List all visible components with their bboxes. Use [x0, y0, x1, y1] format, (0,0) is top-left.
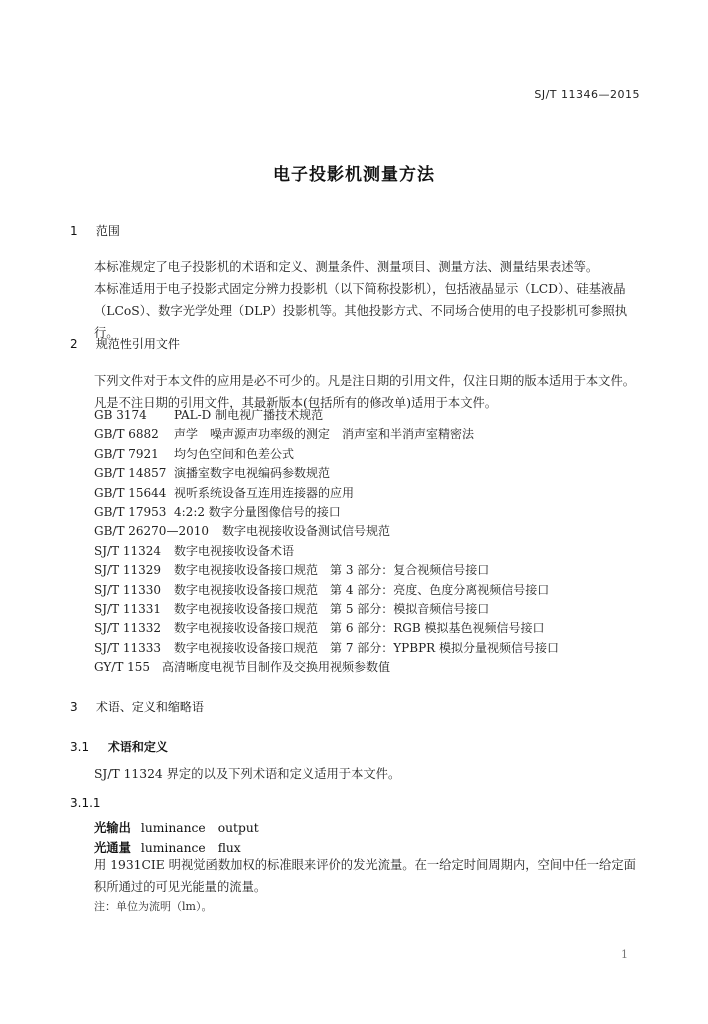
reference-title: 数字电视接收设备测试信号规范 [222, 524, 391, 539]
reference-title: 演播室数字电视编码参数规范 [174, 466, 331, 481]
reference-title: 4:2:2 数字分量图像信号的接口 [174, 504, 341, 519]
reference-item [94, 503, 654, 522]
term-entry [94, 818, 259, 838]
term-en: flux [217, 841, 241, 855]
reference-code: SJ/T 11332 [94, 621, 162, 636]
reference-title: 视听系统设备互连用连接器的应用 [174, 485, 355, 500]
reference-code: GB/T 17953 [94, 504, 167, 519]
reference-item [94, 581, 654, 600]
term-zh: 光输出 [94, 820, 131, 835]
reference-item [94, 484, 654, 503]
page-number: 1 [621, 948, 628, 961]
reference-title: 数字电视接收设备接口规范 第 3 部分：复合视频信号接口 [174, 563, 490, 578]
reference-code: GB/T 15644 [94, 485, 167, 500]
reference-item [94, 406, 654, 425]
section-3-heading [70, 698, 204, 715]
reference-item [94, 522, 654, 541]
term-definition [70, 854, 645, 898]
term-en: luminance [140, 841, 206, 855]
reference-code: SJ/T 11324 [94, 543, 162, 558]
term-en: luminance [140, 821, 206, 835]
subsection-3-1-body [70, 763, 645, 785]
reference-item [94, 600, 654, 619]
section-number: 2 [70, 337, 78, 351]
reference-code: GB/T 7921 [94, 446, 159, 461]
reference-code: GB/T 14857 [94, 466, 167, 481]
reference-item [94, 445, 654, 464]
reference-item [94, 542, 654, 561]
reference-code: GB/T 6882 [94, 427, 159, 442]
reference-code: SJ/T 11330 [94, 582, 162, 597]
reference-code: GB/T 26270—2010 [94, 524, 209, 539]
section-title: 范围 [95, 224, 120, 238]
reference-item [94, 658, 654, 677]
reference-title: 数字电视接收设备接口规范 第 4 部分：亮度、色度分离视频信号接口 [174, 582, 550, 597]
note: 注：单位为流明（lm）。 [94, 900, 213, 913]
reference-code: SJ/T 11333 [94, 640, 162, 655]
section-2-heading [70, 335, 180, 352]
reference-title: PAL-D 制电视广播技术规范 [174, 408, 324, 422]
reference-item [94, 425, 654, 444]
reference-title: 声学 噪声源声功率级的测定 消声室和半消声室精密法 [174, 427, 475, 442]
section-number: 3.1 [70, 740, 90, 754]
reference-item [94, 619, 654, 638]
reference-item [94, 639, 654, 658]
reference-code: SJ/T 11329 [94, 563, 162, 578]
paragraph: 下列文件对于本文件的应用是必不可少的。凡是注日期的引用文件，仅注日期的版本适用于本文件。凡是不注日期的引用文件，其最新版本(包括所有的修改单)适用于本文件。 [94, 374, 636, 410]
reference-title: 数字电视接收设备接口规范 第 7 部分：YPBPR 模拟分量视频信号接口 [174, 640, 560, 655]
standard-code: SJ/T 11346—2015 [534, 88, 640, 101]
section-number: 1 [70, 224, 78, 238]
reference-code: GY/T 155 [94, 660, 151, 675]
reference-title: 均匀色空间和色差公式 [174, 446, 295, 461]
reference-title: 数字电视接收设备术语 [174, 543, 295, 558]
paragraph: SJ/T 11324 界定的以及下列术语和定义适用于本文件。 [94, 767, 401, 781]
section-title: 术语和定义 [107, 740, 168, 754]
document-title: 电子投影机测量方法 [273, 165, 435, 185]
reference-code: GB 3174 [94, 408, 147, 422]
section-1-body [70, 256, 645, 344]
section-number: 3.1.1 [70, 796, 101, 810]
reference-item [94, 561, 654, 580]
reference-list [94, 406, 654, 677]
reference-code: SJ/T 11331 [94, 601, 162, 616]
section-1-heading [70, 222, 120, 239]
paragraph: 用 1931CIE 明视觉函数加权的标准眼来评价的发光流量。在一给定时间周期内，空间中任一给定面积所通过的可见光能量的流量。 [94, 858, 636, 894]
section-number: 3 [70, 700, 78, 714]
reference-title: 数字电视接收设备接口规范 第 6 部分：RGB 模拟基色视频信号接口 [174, 621, 545, 636]
term-zh: 光通量 [94, 840, 131, 855]
section-title: 术语、定义和缩略语 [95, 700, 204, 714]
clause-3-1-1-number [70, 796, 101, 810]
paragraph: 本标准适用于电子投影式固定分辨力投影机（以下简称投影机），包括液晶显示（LCD）、硅基液晶（LCoS）、数字光学处理（DLP）投影机等。其他投影方式、不同场合使用的电子投影机可参照执行。 [94, 282, 628, 340]
reference-title: 数字电视接收设备接口规范 第 5 部分：模拟音频信号接口 [174, 601, 490, 616]
section-title: 规范性引用文件 [95, 337, 180, 351]
subsection-3-1-heading [70, 738, 168, 755]
paragraph: 本标准规定了电子投影机的术语和定义、测量条件、测量项目、测量方法、测量结果表述等。 [94, 260, 599, 274]
term-en: output [217, 821, 259, 835]
reference-item [94, 464, 654, 483]
reference-title: 高清晰度电视节目制作及交换用视频参数值 [162, 660, 391, 675]
